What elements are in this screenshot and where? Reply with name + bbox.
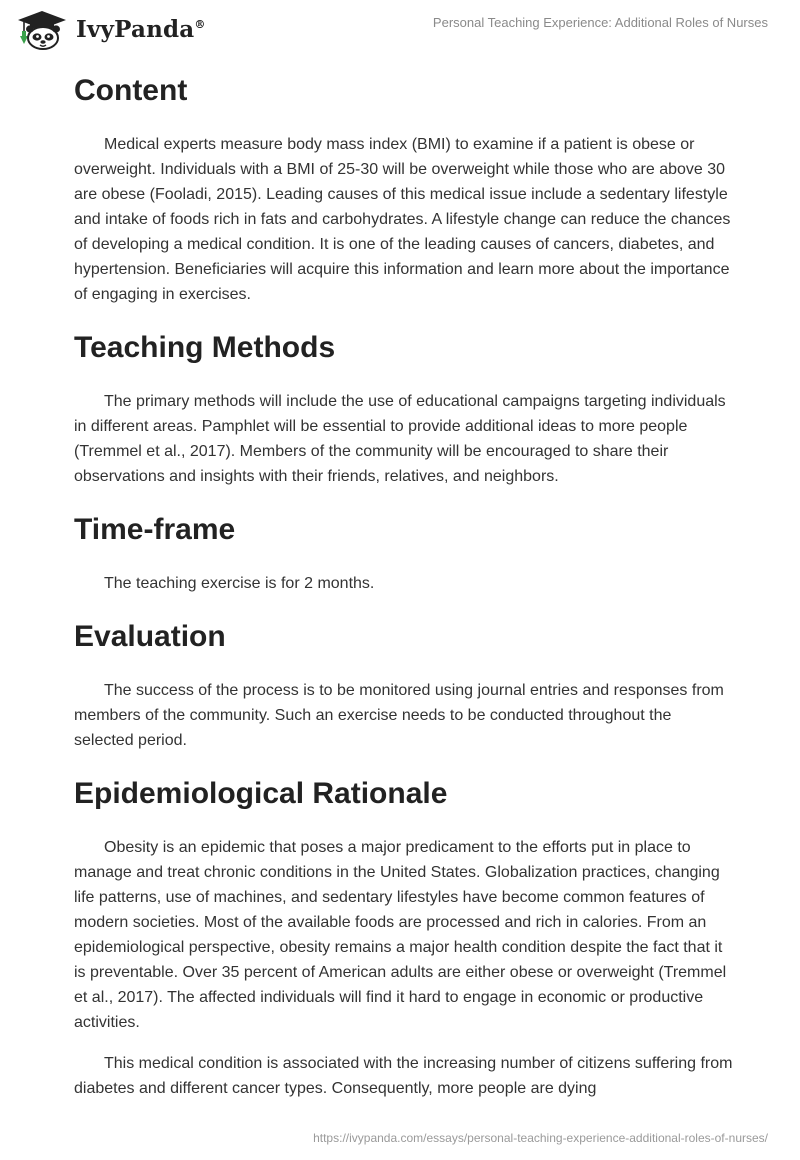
panda-graduate-icon bbox=[14, 8, 70, 50]
document-title: Personal Teaching Experience: Additional Roles of Nurses bbox=[432, 15, 768, 30]
section-paragraph: The success of the process is to be monitored using journal entries and responses from members of the community. Such an exercise needs to be conducted throughout the selected period. bbox=[74, 682, 724, 749]
brand-name: IvyPanda® bbox=[76, 15, 206, 43]
section-paragraph: Medical experts measure body mass index (BMI) to examine if a patient is obese or overweight. Individuals with a BMI of 25-30 will be overweight while those who are above 30 are obese (Fooladi, 2015). Leading causes of this medical issue include a sedentary lifestyle and intake of foods rich in fats and carbohydrates. A lifestyle change can reduce the chances of developing a medical condition. It is one of the leading causes of cancers, diabetes, and hypertension. Beneficiaries will acquire this information and learn more about the importance of engaging in exercises. bbox=[74, 136, 731, 303]
section-heading-time-frame: Time-frame bbox=[74, 513, 236, 546]
section-paragraph: The primary methods will include the use of educational campaigns targeting individuals in different areas. Pamphlet will be essential to provide additional ideas to more people (Tremmel et al., 2017). Members of the community will be encouraged to share their observations and insights with their friends, relatives, and neighbors. bbox=[74, 393, 726, 485]
source-url[interactable]: https://ivypanda.com/essays/personal-teaching-experience-additional-roles-of-nurses/ bbox=[313, 1131, 768, 1145]
section-paragraph: Obesity is an epidemic that poses a major predicament to the efforts put in place to manage and treat chronic conditions in the United States. Globalization practices, changing life patterns, use of machines, and sedentary lifestyles have become common features of modern societies. Most of the available foods are processed and rich in calories. From an epidemiological perspective, obesity remains a major health condition despite the fact that it is preventable. Over 35 percent of American adults are either obese or overweight (Tremmel et al., 2017). The affected individuals will find it hard to engage in economic or productive activities. bbox=[74, 839, 727, 1031]
section-heading-evaluation: Evaluation bbox=[74, 620, 226, 653]
section-heading-content: Content bbox=[74, 74, 188, 107]
section-paragraph: The teaching exercise is for 2 months. bbox=[104, 575, 375, 592]
page-header bbox=[0, 0, 800, 60]
section-heading-epidemiological-rationale: Epidemiological Rationale bbox=[74, 777, 448, 810]
essay-body bbox=[74, 70, 734, 1101]
ivypanda-logo[interactable] bbox=[14, 8, 206, 50]
section-paragraph: This medical condition is associated with the increasing number of citizens suffering from diabetes and different cancer types. Consequently, more people are dying bbox=[74, 1055, 733, 1097]
section-heading-teaching-methods: Teaching Methods bbox=[74, 331, 336, 364]
